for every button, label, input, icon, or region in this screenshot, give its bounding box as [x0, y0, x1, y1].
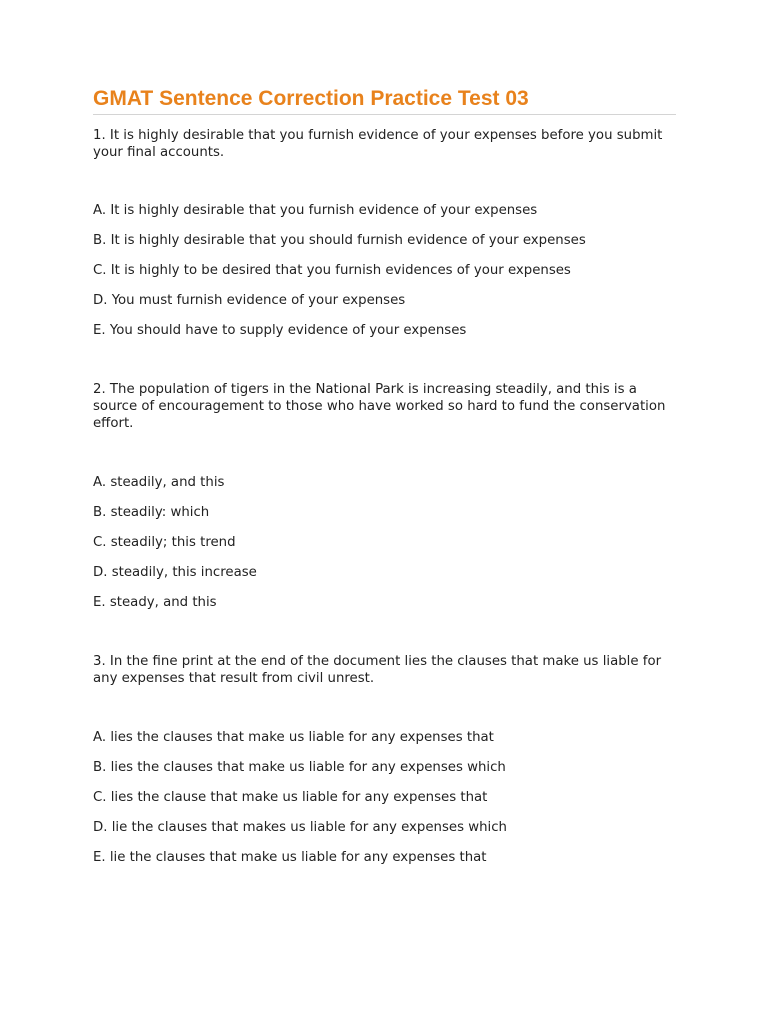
answer-option-e: E. lie the clauses that make us liable for any expenses that: [93, 850, 487, 865]
question-1: [93, 127, 676, 339]
question-stem: 2. The population of tigers in the National Park is increasing steadily, and this is a source of encouragement to those who have worked so hard to fund the conservation effort.: [93, 382, 666, 431]
answer-option-c: C. lies the clause that make us liable for any expenses that: [93, 790, 488, 805]
answer-option-a: A. It is highly desirable that you furnish evidence of your expenses: [93, 203, 538, 218]
answer-option-c: C. It is highly to be desired that you furnish evidences of your expenses: [93, 263, 571, 278]
answer-option-d: D. You must furnish evidence of your expenses: [93, 293, 406, 308]
answer-option-d: D. lie the clauses that makes us liable for any expenses which: [93, 820, 507, 835]
answer-option-b: B. lies the clauses that make us liable for any expenses which: [93, 760, 506, 775]
answer-option-b: B. It is highly desirable that you should furnish evidence of your expenses: [93, 233, 586, 248]
question-3: [93, 653, 676, 866]
question-stem: 3. In the fine print at the end of the document lies the clauses that make us liable for any expenses that result from civil unrest.: [93, 654, 662, 686]
answer-options: [93, 474, 676, 611]
question-stem: 1. It is highly desirable that you furnish evidence of your expenses before you submit your final accounts.: [93, 128, 663, 160]
answer-options: [93, 729, 676, 866]
answer-option-c: C. steadily; this trend: [93, 535, 236, 550]
page-title: GMAT Sentence Correction Practice Test 03: [93, 86, 676, 115]
answer-option-a: A. lies the clauses that make us liable for any expenses that: [93, 730, 494, 745]
answer-option-a: A. steadily, and this: [93, 475, 225, 490]
document-page: [93, 86, 676, 866]
question-2: [93, 381, 676, 611]
answer-option-e: E. You should have to supply evidence of your expenses: [93, 323, 467, 338]
answer-options: [93, 202, 676, 339]
answer-option-e: E. steady, and this: [93, 595, 217, 610]
answer-option-b: B. steadily: which: [93, 505, 210, 520]
answer-option-d: D. steadily, this increase: [93, 565, 257, 580]
